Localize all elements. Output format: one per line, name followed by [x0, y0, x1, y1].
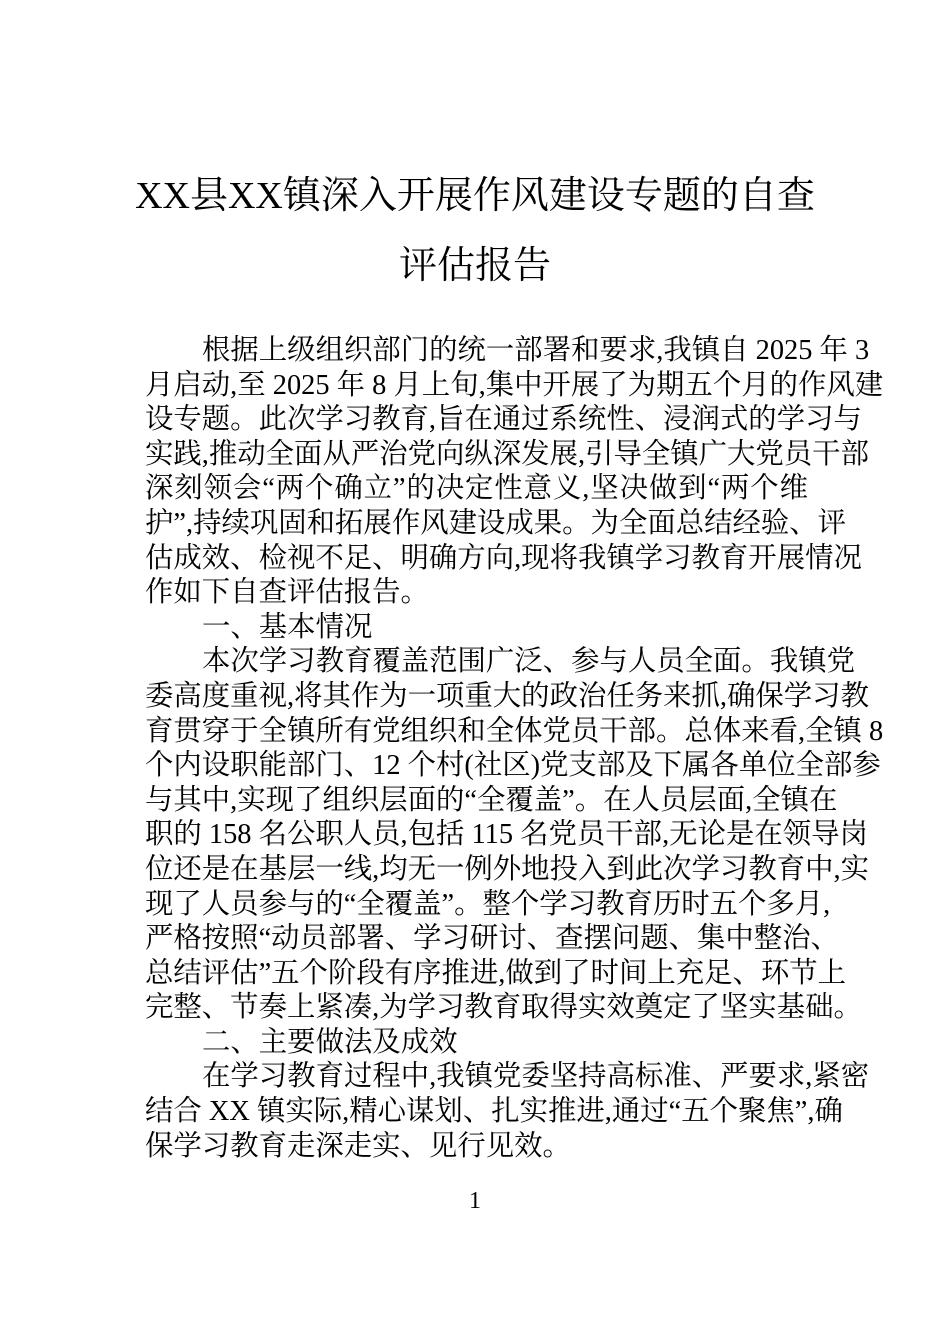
- section-heading: [145, 611, 808, 646]
- text-line: 一、基本情况: [202, 611, 373, 643]
- text-line: 现了人员参与的“全覆盖”。整个学习教育历时五个多月,: [145, 888, 831, 920]
- text-line: 实践,推动全面从严治党向纵深发展,引导全镇广大党员干部: [145, 438, 869, 470]
- document-title-line-2: 评估报告: [398, 245, 551, 287]
- text-line: 与其中,实现了组织层面的“全覆盖”。在人员层面,全镇在: [145, 784, 838, 816]
- text-line: 完整、节奏上紧凑,为学习教育取得实效奠定了坚实基础。: [145, 992, 862, 1024]
- paragraph: [145, 334, 884, 611]
- text-line: 育贯穿于全镇所有党组织和全体党员干部。总体来看,全镇 8: [145, 715, 884, 747]
- section-heading: [145, 1026, 808, 1061]
- text-line: 作如下自查评估报告。: [145, 577, 429, 609]
- text-line: 本次学习教育覆盖范围广泛、参与人员全面。我镇党: [202, 646, 855, 678]
- text-line: 总结评估”五个阶段有序推进,做到了时间上充足、环节上: [145, 957, 847, 989]
- document-title-line-1: XX县XX镇深入开展作风建设专题的自查: [135, 175, 815, 217]
- text-line: 个内设职能部门、12 个村(社区)党支部及下属各单位全部参: [145, 750, 881, 782]
- text-line: 在学习教育过程中,我镇党委坚持高标准、严要求,紧密: [202, 1061, 870, 1093]
- text-line: 保学习教育走深走实、见行见效。: [145, 1130, 571, 1162]
- text-line: 根据上级组织部门的统一部署和要求,我镇自 2025 年 3: [202, 335, 870, 366]
- text-line: 二、主要做法及成效: [202, 1026, 458, 1058]
- text-line: 设专题。此次学习教育,旨在通过系统性、浸润式的学习与: [145, 404, 862, 436]
- text-line: 月启动,至 2025 年 8 月上旬,集中开展了为期五个月的作风建: [145, 369, 884, 401]
- text-line: 位还是在基层一线,均无一例外地投入到此次学习教育中,实: [145, 853, 869, 885]
- text-line: 严格按照“动员部署、学习研讨、查摆问题、集中整治、: [145, 923, 839, 955]
- text-line: 深刻领会“两个确立”的决定性意义,坚决做到“两个维: [145, 473, 808, 505]
- page-number: 1: [469, 1188, 481, 1214]
- text-line: 估成效、检视不足、明确方向,现将我镇学习教育开展情况: [145, 542, 862, 574]
- paragraph: [145, 645, 884, 1026]
- document-body: [145, 334, 884, 1164]
- text-line: 职的 158 名公职人员,包括 115 名党员干部,无论是在领导岗: [145, 819, 868, 851]
- text-line: 结合 XX 镇实际,精心谋划、扎实推进,通过“五个聚焦”,确: [145, 1096, 843, 1128]
- text-line: 护”,持续巩固和拓展作风建设成果。为全面总结经验、评: [145, 507, 847, 539]
- paragraph: [145, 1060, 870, 1164]
- text-line: 委高度重视,将其作为一项重大的政治任务来抓,确保学习教: [145, 680, 869, 712]
